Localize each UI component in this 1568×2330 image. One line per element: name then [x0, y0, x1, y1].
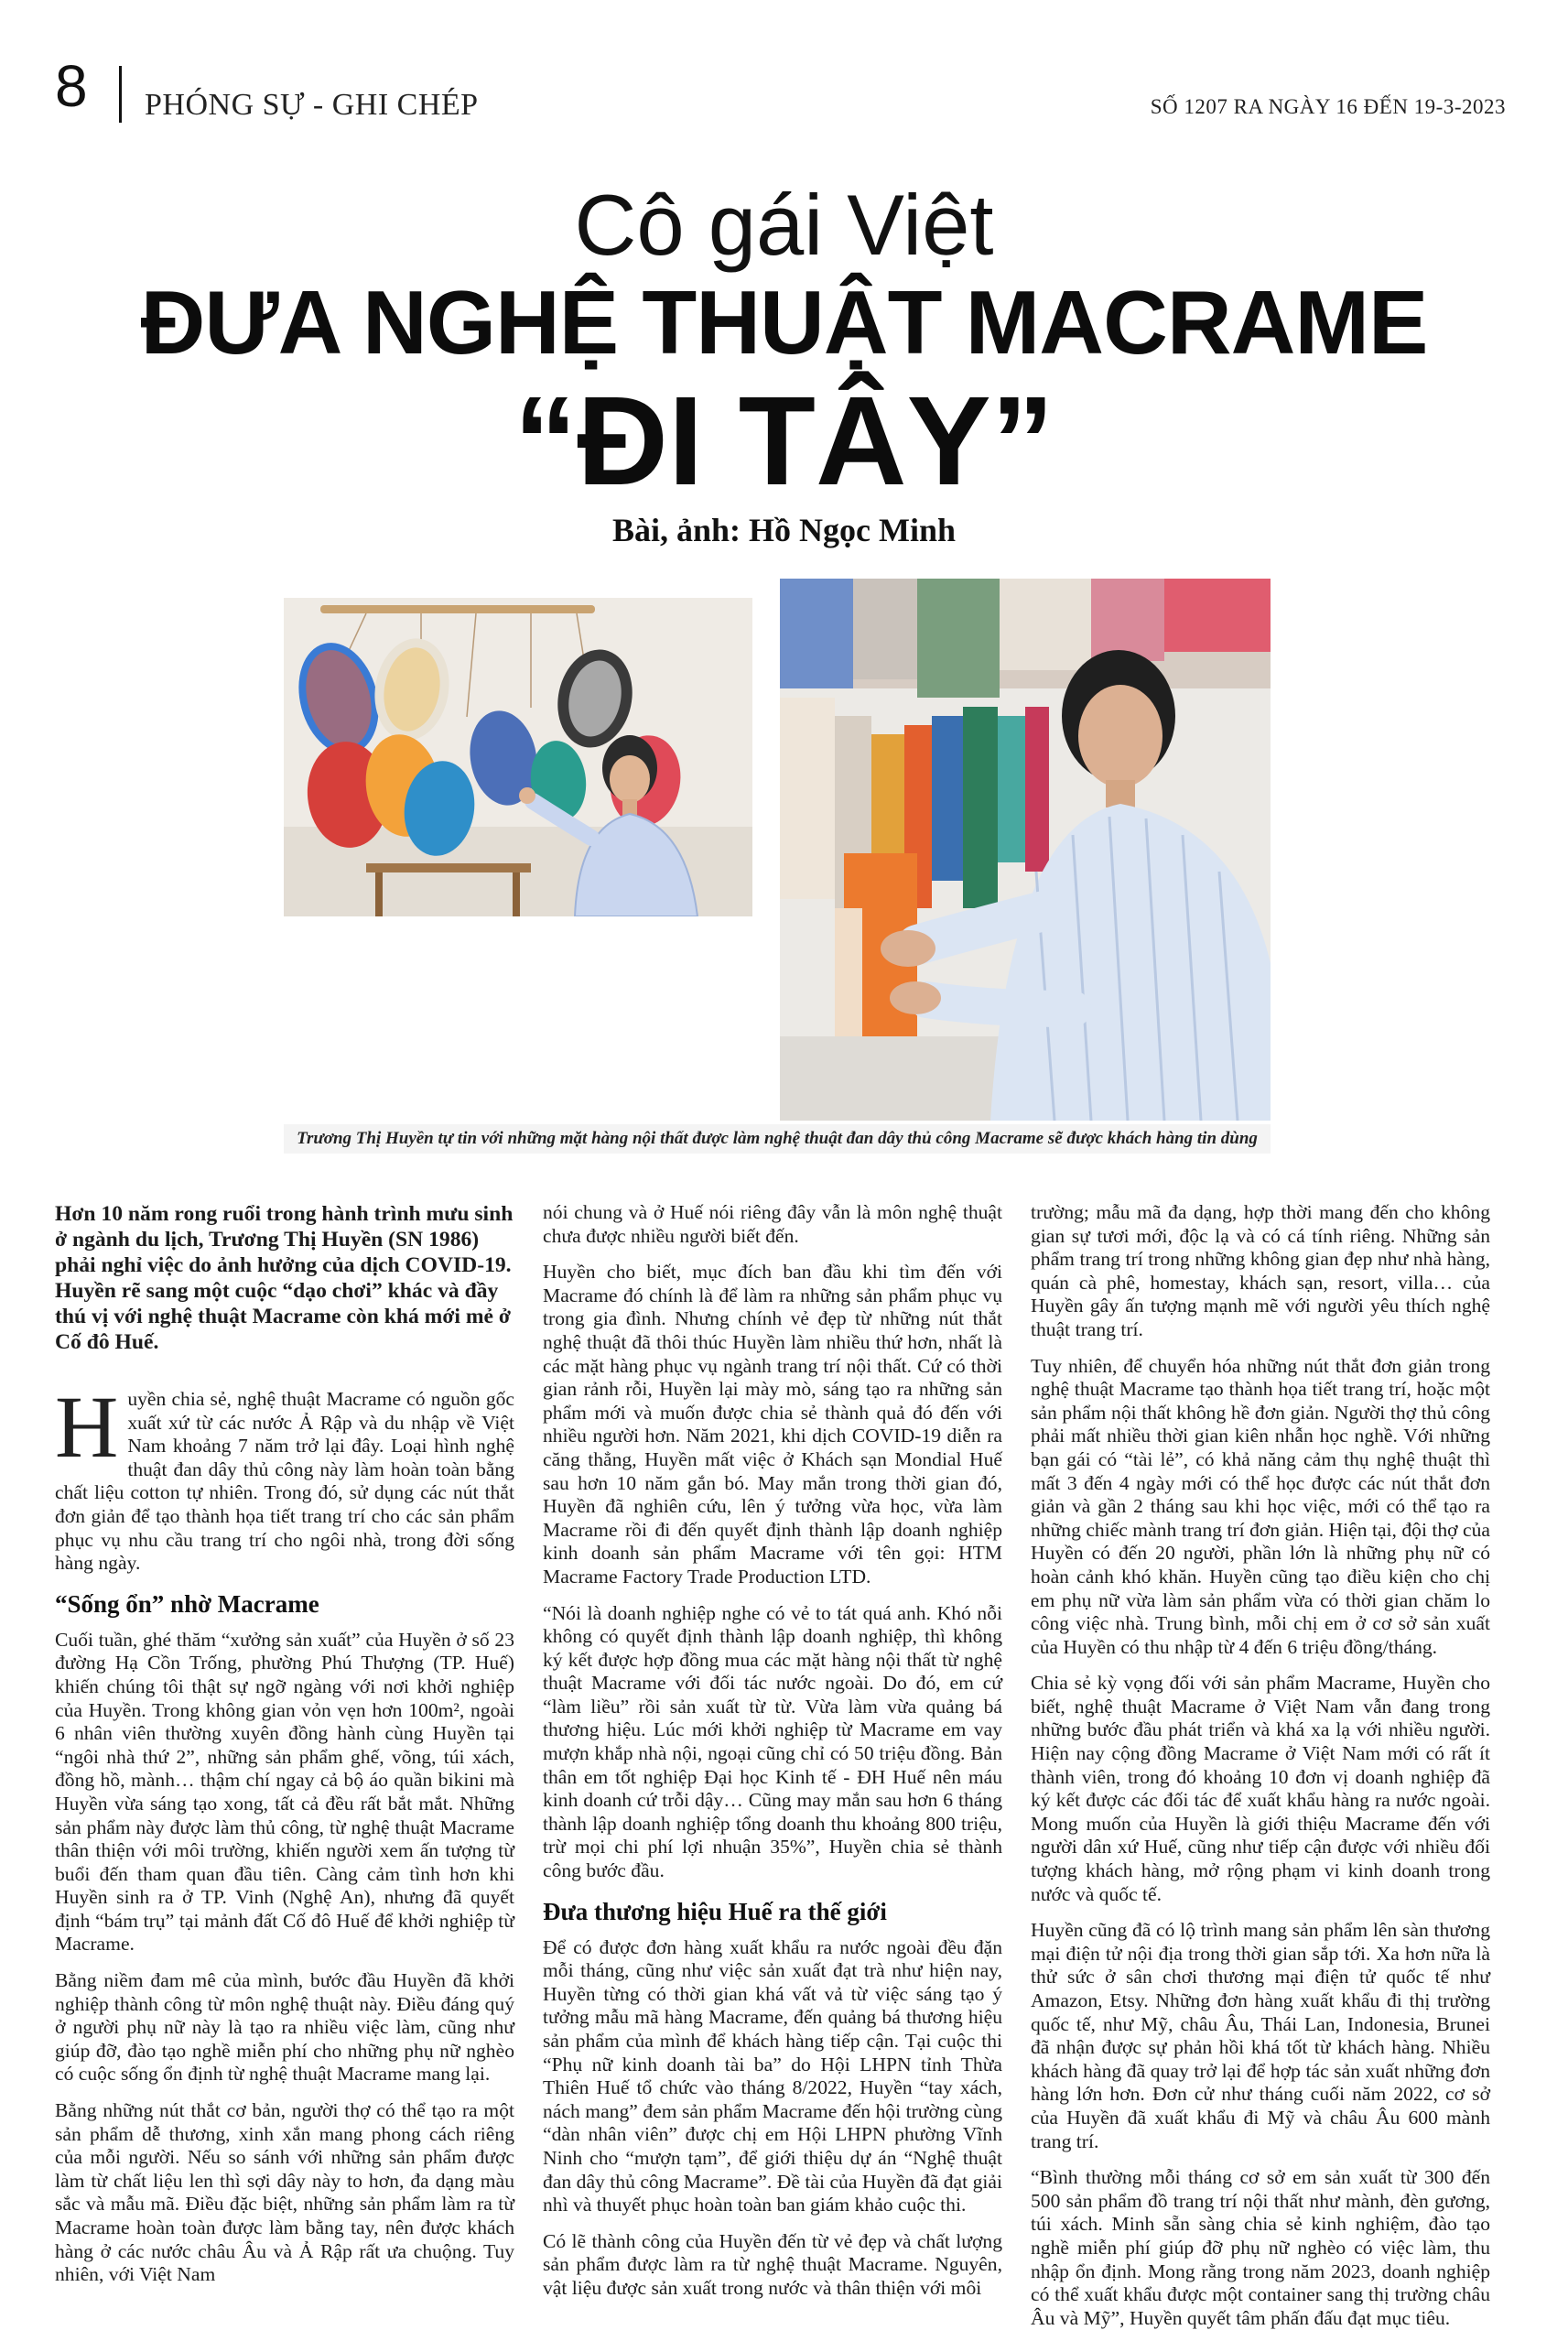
article-paragraph: Cuối tuần, ghé thăm “xưởng sản xuất” của Huyền ở số 23 đường Hạ Cồn Trống, phường Phú Thượng (TP. Huế) khiến chúng tôi thật sự ngỡ ngàng với nơi khởi nghiệp của Huyền. Trong không gian vỏn vẹn hơn 100m², ngoài 6 nhân viên thường xuyên đồng hành cùng Huyền tại “ngôi nhà thứ 2”, những sản phẩm ghế, võng, túi xách, đồng hồ, mành… thậm chí ngay cả bộ áo quần bikini mà Huyền vừa sáng tạo xong, tất cả đều rất bắt mắt. Những sản phẩm này được làm thủ công, từ nghệ thuật Macrame thân thiện với môi trường, khiến người xem ấn tượng từ buổi đến tham quan đầu tiên. Càng cảm tình hơn khi Huyền sinh ra ở TP. Vinh (Nghệ An), nhưng đã quyết định “bám trụ” tại mảnh đất Cố đô Huế để khởi nghiệp từ Macrame.	[55, 1628, 514, 1956]
header-divider	[119, 66, 122, 123]
photo-caption: Trương Thị Huyền tự tin với những mặt hàng nội thất được làm nghệ thuật đan dây thủ công Macrame sẽ được khách hàng tin dùng	[284, 1124, 1271, 1154]
photo-left-illustration	[284, 598, 752, 916]
issue-date: SỐ 1207 RA NGÀY 16 ĐẾN 19-3-2023	[1150, 95, 1506, 118]
article-paragraph: Huyền cũng đã có lộ trình mang sản phẩm lên sàn thương mại điện tử nội địa trong thời gian sắp tới. Xa hơn nữa là thử sức ở sân chơi thương mại điện tử quốc tế như Amazon, Etsy. Những đơn hàng xuất khẩu đi thị trường quốc tế, như Mỹ, châu Âu, Thái Lan, Indonesia, Brunei đã nhận được sự phản hồi khá tốt từ khách hàng. Nhiều khách hàng đã quay trở lại để hợp tác sản xuất những đơn hàng lớn hơn. Đơn cử như tháng cuối năm 2022, cơ sở của Huyền đã xuất khẩu đi Mỹ và châu Âu 600 mành trang trí.	[1031, 1919, 1490, 2152]
photo-right-illustration	[780, 579, 1271, 1121]
article-column-1	[55, 1201, 514, 2286]
article-paragraph: Tuy nhiên, để chuyển hóa những nút thắt đơn giản trong nghệ thuật Macrame tạo thành họa tiết trang trí, hoặc một sản phẩm nội thất không hề đơn giản. Người thợ thủ công phải mất nhiều thời gian kiên nhẫn học nghề. Với những bạn gái có “tài lẻ”, có khả năng cảm thụ nghệ thuật thì mất 3 đến 4 ngày mới có thể học được các nút thắt đơn giản và gần 2 tháng sau khi học việc, mới có thể tạo ra những chiếc mành trang trí đơn giản. Hiện tại, đội thợ của Huyền có đến 20 người, phần lớn là những phụ nữ có hoàn cảnh khó khăn. Huyền cũng tạo điều kiện cho chị em phụ nữ vừa làm sản phẩm vừa có thời gian chăm lo công việc nhà. Trung bình, mỗi chị em ở cơ sở sản xuất của Huyền có thu nhập từ 4 đến 6 triệu đồng/tháng.	[1031, 1354, 1490, 1658]
headline-line-1: Cô gái Việt	[574, 177, 994, 273]
article-paragraph: Chia sẻ kỳ vọng đối với sản phẩm Macrame, Huyền cho biết, nghệ thuật Macrame ở Việt Nam vẫn đang trong những bước đầu phát triển và khá xa lạ với nhiều người. Hiện nay cộng đồng Macrame ở Việt Nam mới có rất ít thành viên, trong đó khoảng 10 đơn vị doanh nghiệp đã ký kết được các đối tác để xuất khẩu hàng ra nước ngoài. Mong muốn của Huyền là giới thiệu Macrame đến với người dân xứ Huế, cũng như tiếp cận được với nhiều đối tượng khách hàng, mở rộng phạm vi kinh doanh trong nước và quốc tế.	[1031, 1672, 1490, 1905]
subheading: Đưa thương hiệu Huế ra thế giới	[543, 1897, 887, 1925]
photo-macrame-leaves	[284, 598, 752, 916]
headline-line-2: ĐƯA NGHỆ THUẬT MACRAME	[140, 272, 1428, 373]
article-paragraph: trường; mẫu mã đa dạng, hợp thời mang đến cho không gian sự tươi mới, độc lạ và có cá tính riêng. Những sản phẩm trang trí trong những không gian đẹp như nhà hàng, quán cà phê, homestay, khách sạn, resort, villa… của Huyền gây ấn tượng mạnh mẽ với người yêu thích nghệ thuật trang trí.	[1031, 1201, 1490, 1340]
article-paragraph: Bằng niềm đam mê của mình, bước đầu Huyền đã khởi nghiệp thành công từ môn nghệ thuật này. Điều đáng quý ở người phụ nữ này là tạo ra nhiều việc làm, cũng như giúp đỡ, đào tạo nghề miễn phí cho những phụ nữ nghèo có cuộc sống ổn định từ nghệ thuật Macrame mang lại.	[55, 1969, 514, 2086]
subheading: “Sống ổn” nhờ Macrame	[55, 1589, 319, 1618]
drop-cap: H	[55, 1378, 119, 1476]
article-paragraph: Bằng những nút thắt cơ bản, người thợ có thể tạo ra một sản phẩm dễ thương, xinh xắn mang phong cách riêng của mỗi người. Nếu so sánh với những sản phẩm được làm từ chất liệu len thì sợi dây này to hơn, đa dạng màu sắc và mẫu mã. Điều đặc biệt, những sản phẩm làm ra từ Macrame hoàn toàn được làm bằng tay, nên được khách hàng ở các nước châu Âu và Ả Rập rất ưa chuộng. Tuy nhiên, với Việt Nam	[55, 2099, 514, 2286]
section-label: PHÓNG SỰ - GHI CHÉP	[145, 88, 479, 122]
headline-line-3: “ĐI TÂY”	[514, 371, 1054, 512]
article-paragraph	[55, 1378, 514, 1576]
article-paragraph: “Bình thường mỗi tháng cơ sở em sản xuất từ 300 đến 500 sản phẩm đồ trang trí nội thất như mành, đèn gương, túi xách. Minh sẵn sàng chia sẻ kinh nghiệm, đào tạo nghề miễn phí giúp đỡ phụ nữ nghèo có việc làm, thu nhập ổn định. Mong rằng trong năm 2023, doanh nghiệp có thể xuất khẩu được một container sang thị trường châu Âu và Mỹ”, Huyền quyết tâm phấn đấu đạt mục tiêu.	[1031, 2166, 1490, 2329]
article-paragraph: “Nói là doanh nghiệp nghe có vẻ to tát quá anh. Khó nỗi không có quyết định thành lập doanh nghiệp, thì không ký kết được hợp đồng mua các mặt hàng nội thất từ nghệ thuật Macrame với đối tác nước ngoài. Do đó, em cứ “làm liều” rồi sản xuất từ từ. Vừa làm vừa quảng bá thương hiệu. Lúc mới khởi nghiệp từ Macrame em vay mượn khắp nhà nội, ngoại cũng chỉ có 50 triệu đồng. Bản thân em tốt nghiệp Đại học Kinh tế - ĐH Huế nên máu kinh doanh cứ trỗi dậy… Cũng may mắn sau hơn 6 tháng thành lập doanh nghiệp tổng doanh thu khoảng 800 triệu, trừ mọi chi phí lợi nhuận 35%”, Huyền chia sẻ thành công bước đầu.	[543, 1601, 1002, 1882]
article-column-3	[1031, 1201, 1490, 2329]
article-paragraph: nói chung và ở Huế nói riêng đây vẫn là môn nghệ thuật chưa được nhiều người biết đến.	[543, 1201, 1002, 1247]
article-paragraph: Để có được đơn hàng xuất khẩu ra nước ngoài đều đặn mỗi tháng, cũng như việc sản xuất đạt trà như hiện nay, Huyền từng có thời gian khá vất vả từ việc sáng tạo ý tưởng mẫu mã hàng Macrame, đến quảng bá thương hiệu sản phẩm của mình để khách hàng tiếp cận. Tại cuộc thi “Phụ nữ kinh doanh tài ba” do Hội LHPN tỉnh Thừa Thiên Huế tổ chức vào tháng 8/2022, Huyền “tay xách, nách mang” đem sản phẩm Macrame đến hội trường cùng “dàn nhân viên” được chị em Hội LHPN phường Vĩnh Ninh cho “mượn tạm”, để giới thiệu dự án “Nghệ thuật đan dây thủ công Macrame”. Đề tài của Huyền đã đạt giải nhì và thuyết phục hoàn toàn ban giám khảo cuộc thi.	[543, 1935, 1002, 2216]
photo-woman-weaving	[780, 579, 1271, 1121]
article-lead: Hơn 10 năm rong ruổi trong hành trình mưu sinh ở ngành du lịch, Trương Thị Huyền (SN 1986) phải nghỉ việc do ảnh hưởng của dịch COVID-19. Huyền rẽ sang một cuộc “dạo chơi” khác và đầy thú vị với nghệ thuật Macrame còn khá mới mẻ ở Cố đô Huế.	[55, 1202, 514, 1354]
article-paragraph: Huyền cho biết, mục đích ban đầu khi tìm đến với Macrame đó chính là để làm ra những sản phẩm phục vụ trong gia đình. Nhưng chính vẻ đẹp từ những nút thắt nghệ thuật đã thôi thúc Huyền làm nhiều thứ hơn, nhất là các mặt hàng phục vụ ngành trang trí nội thất. Cứ có thời gian rảnh rỗi, Huyền lại mày mò, sáng tạo ra những sản phẩm mới và muốn được chia sẻ thành quả đó đến với nhiều người hơn. Năm 2021, khi dịch COVID-19 diễn ra căng thẳng, Huyền mất việc ở Khách sạn Mondial Huế sau hơn 10 năm gắn bó. May mắn trong thời gian đó, Huyền đã nghiên cứu, lên ý tưởng vừa học, vừa làm Macrame rồi đi đến quyết định thành lập doanh nghiệp kinh doanh sản phẩm Macrame với tên gọi: HTM Macrame Factory Trade Production LTD.	[543, 1261, 1002, 1588]
page-number: 8	[55, 53, 88, 119]
paragraph-text: uyền chia sẻ, nghệ thuật Macrame có nguồn gốc xuất xứ từ các nước Ả Rập và du nhập về Việt Nam khoảng 7 năm trở lại đây. Loại hình nghệ thuật đan dây thủ công này làm hoàn toàn bằng chất liệu cotton tự nhiên. Trong đó, sử dụng các nút thắt đơn giản để tạo thành họa tiết trang trí cho các sản phẩm phục vụ nhu cầu trang trí cho ngôi nhà, trong đời sống hàng ngày.	[55, 1388, 514, 1575]
article-paragraph: Có lẽ thành công của Huyền đến từ vẻ đẹp và chất lượng sản phẩm được làm ra từ nghệ thuật Macrame. Nguyên, vật liệu được sản xuất trong nước và thân thiện với môi	[543, 2229, 1002, 2299]
byline: Bài, ảnh: Hồ Ngọc Minh	[611, 512, 957, 548]
article-column-2	[543, 1201, 1002, 2299]
